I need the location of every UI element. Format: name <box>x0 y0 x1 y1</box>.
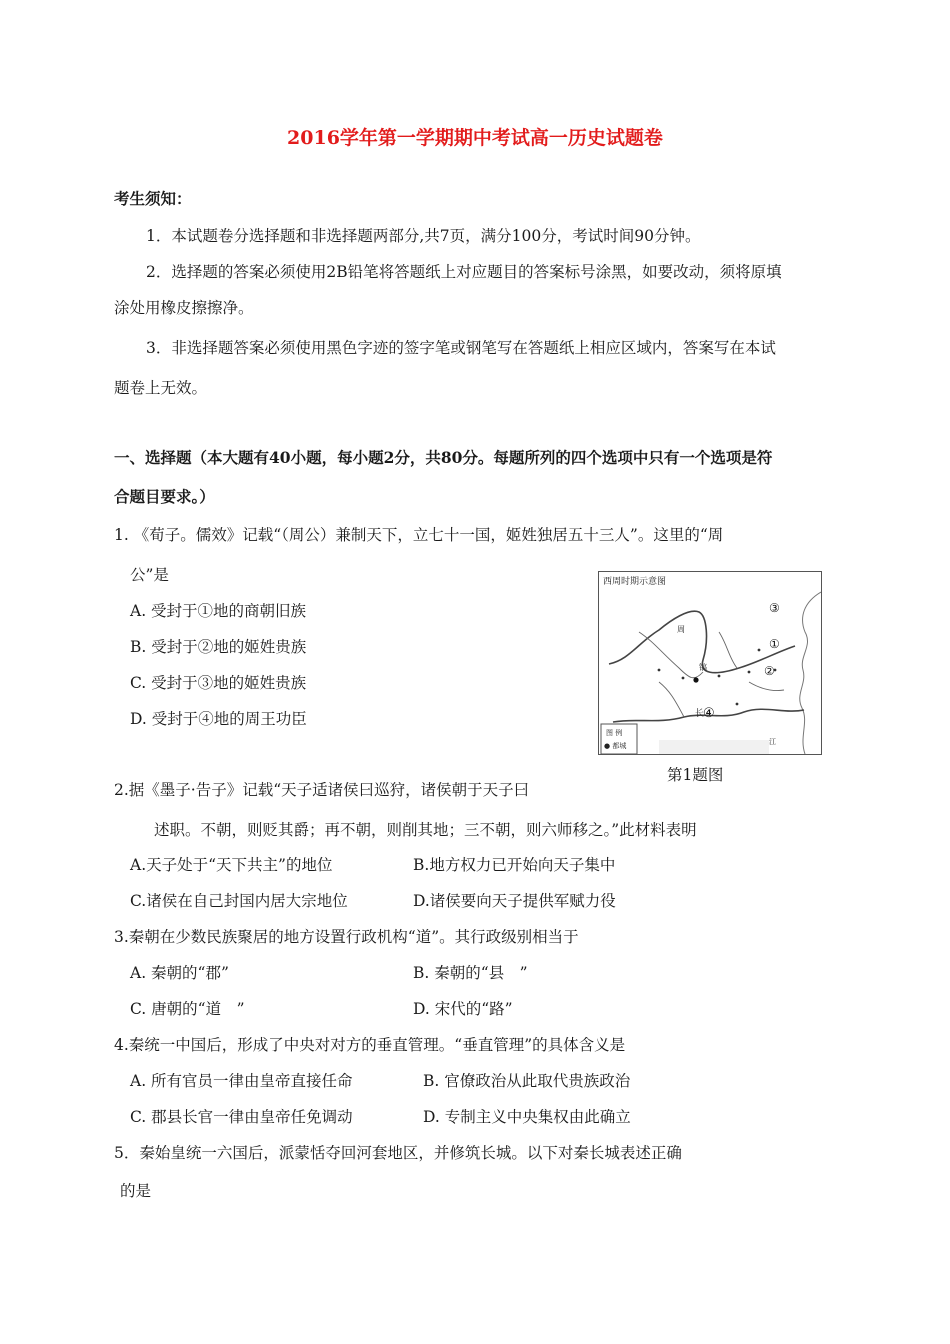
question-4-option-c: C. 郡县长官一律由皇帝任免调动 <box>130 1108 353 1126</box>
map-marker-1: ① <box>769 637 780 651</box>
map-coastline <box>800 592 821 754</box>
question-1-option-a: A. 受封于①地的商朝旧族 <box>130 602 307 620</box>
question-3-option-b: B. 秦朝的“县 ” <box>413 964 528 982</box>
notice-item-3-line-1: 3．非选择题答案必须使用黑色字迹的签字笔或钢笔写在答题纸上相应区域内，答案写在本试 <box>146 339 776 357</box>
question-5-stem-line-2: 的是 <box>120 1182 152 1200</box>
question-1-figure-caption: 第1题图 <box>667 766 724 784</box>
notice-item-3-line-2: 题卷上无效。 <box>114 379 208 397</box>
map-marker-4: ④ <box>703 706 715 721</box>
question-2-option-c: C.诸侯在自己封国内居大宗地位 <box>130 892 348 910</box>
question-2-option-d: D.诸侯要向天子提供军赋力役 <box>413 892 616 910</box>
map-marker-3: ③ <box>769 601 780 615</box>
question-1-stem-line-1: 1. 《荀子。儒效》记载“（周公）兼制天下，立七十一国，姬姓独居五十三人”。这里的“周 <box>114 526 724 544</box>
question-1-option-d: D. 受封于④地的周王功臣 <box>130 710 307 728</box>
question-2-option-a: A.天子处于“天下共主”的地位 <box>130 856 333 874</box>
question-1-option-b: B. 受封于②地的姬姓贵族 <box>130 638 307 656</box>
map-tributary <box>719 632 737 668</box>
question-4-option-b: B. 官僚政治从此取代贵族政治 <box>423 1072 631 1090</box>
map-tributary <box>659 682 684 717</box>
notice-heading: 考生须知： <box>114 189 192 208</box>
question-2-stem-line-2: 述职。不朝，则贬其爵；再不朝，则削其地；三不朝，则六师移之。”此材料表明 <box>154 821 697 839</box>
section-heading-line-2: 合题目要求。） <box>114 487 215 506</box>
map-city-dot <box>758 649 761 652</box>
map-tributary <box>749 682 784 691</box>
map-label-chang: 长 <box>695 709 705 719</box>
question-4-option-d: D. 专制主义中央集权由此确立 <box>423 1108 631 1126</box>
question-3-option-d: D. 宋代的“路” <box>413 1000 513 1018</box>
map-city-dot <box>736 703 739 706</box>
map-city-dot <box>682 677 685 680</box>
section-heading-line-1: 一、选择题（本大题有40小题，每小题2分，共80分。每题所列的四个选项中只有一个选项是符 <box>114 448 773 467</box>
question-1-stem-line-2: 公”是 <box>130 566 169 584</box>
question-4-option-a: A. 所有官员一律由皇帝直接任命 <box>130 1072 353 1090</box>
map-marker-2: ② <box>764 664 775 678</box>
question-4-stem: 4.秦统一中国后，形成了中央对对方的垂直管理。“垂直管理”的具体含义是 <box>114 1036 626 1054</box>
notice-item-2-line-1: 2．选择题的答案必须使用2B铅笔将答题纸上对应题目的答案标号涂黑，如要改动，须将原填 <box>146 263 782 281</box>
notice-item-2-line-2: 涂处用橡皮擦擦净。 <box>114 299 254 317</box>
map-label-jiang: 江 <box>769 738 776 746</box>
map-capital-dot <box>693 677 698 682</box>
question-3-option-a: A. 秦朝的“郡” <box>130 964 229 982</box>
map-legend-title: 图 例 <box>606 729 623 737</box>
question-5-stem-line-1: 5．秦始皇统一六国后，派蒙恬夺回河套地区，并修筑长城。以下对秦长城表述正确 <box>114 1144 682 1162</box>
map-label-hao: 镐 <box>699 663 707 672</box>
notice-item-1: 1．本试题卷分选择题和非选择题两部分,共7页，满分100分，考试时间90分钟。 <box>146 227 701 245</box>
question-2-option-b: B.地方权力已开始向天子集中 <box>413 856 616 874</box>
map-city-dot <box>748 671 751 674</box>
question-3-option-c: C. 唐朝的“道 ” <box>130 1000 245 1018</box>
map-label-zhou: 周 <box>677 625 685 634</box>
map-scale-area <box>659 740 769 754</box>
question-1-map <box>598 571 822 755</box>
map-tributary <box>639 632 703 678</box>
map-legend-item: ● 都城 <box>604 742 627 750</box>
map-title: 西周时期示意图 <box>603 577 667 587</box>
map-city-dot <box>718 675 721 678</box>
question-1-option-c: C. 受封于③地的姬姓贵族 <box>130 674 307 692</box>
page-title: 2016学年第一学期期中考试高一历史试题卷 <box>287 127 663 149</box>
map-city-dot <box>658 669 661 672</box>
question-3-stem: 3.秦朝在少数民族聚居的地方设置行政机构“道”。其行政级别相当于 <box>114 928 579 946</box>
question-2-stem-line-1: 2.据《墨子·告子》记载“天子适诸侯曰巡狩，诸侯朝于天子曰 <box>114 781 530 799</box>
